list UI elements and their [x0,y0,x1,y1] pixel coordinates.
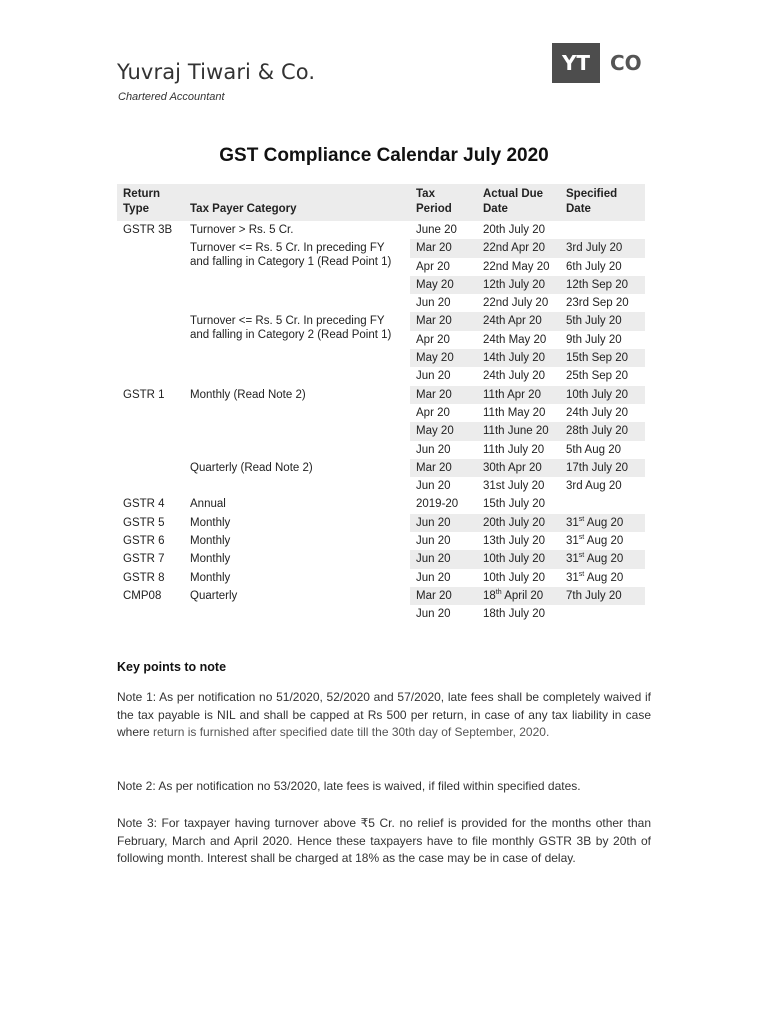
tax-period-cell: May 20 [410,276,477,294]
return-type-cell: GSTR 3B [123,224,173,236]
actual-due-date-cell: 10th July 20 [477,550,560,568]
actual-due-date-cell: 22nd July 20 [483,297,549,310]
specified-date-cell: 31st Aug 20 [566,534,624,548]
return-type-cell: GSTR 6 [123,535,165,548]
specified-date-cell: 25th Sep 20 [566,370,629,383]
table-header-row [117,184,645,221]
specified-date-cell: 23rd Sep 20 [566,297,629,310]
tax-payer-category-cell: Quarterly (Read Note 2) [190,461,313,474]
return-type-cell: GSTR 8 [123,571,165,584]
tax-period-cell: May 20 [410,349,477,367]
table-row [117,550,645,568]
document-title: GST Compliance Calendar July 2020 [219,145,549,166]
return-type-cell: GSTR 1 [123,388,165,401]
return-type-cell: GSTR 4 [123,498,165,511]
note-1-text: Note 1: As per notification no 51/2020, 52/2020 and 57/2020, late fees shall be completely waived if the tax payable is NIL and shall be capped at Rs 500 per return, in case of any tax liability in case where [117,690,651,739]
tax-payer-category-cell: Turnover > Rs. 5 Cr. [190,224,294,236]
tax-payer-category-cell [184,605,410,623]
return-type-cell [117,605,184,623]
tax-period-cell: Mar 20 [410,312,477,330]
note-1 [117,689,651,742]
logo-dark-block: YT [552,43,600,83]
note-2: Note 2: As per notification no 53/2020, late fees is waived, if filed within specified dates. [117,779,581,793]
tax-period-cell: 2019-20 [416,498,459,511]
actual-due-date-cell: 15th July 20 [483,498,546,511]
tax-period-cell: Jun 20 [416,443,451,456]
tax-period-cell: Mar 20 [410,587,477,605]
actual-due-date-cell: 13th July 20 [483,535,546,548]
actual-due-date-cell: 11th July 20 [483,443,545,456]
tax-payer-category-cell: Quarterly [190,589,238,602]
firm-name: Yuvraj Tiwari & Co. [117,60,316,84]
tax-period-cell: Apr 20 [416,260,450,273]
tax-period-cell: Jun 20 [416,370,451,383]
table-row [117,239,645,257]
specified-date-cell: 5th Aug 20 [566,443,621,456]
actual-due-date-cell: 11th Apr 20 [477,386,560,404]
specified-date-cell: 3rd Aug 20 [566,480,622,493]
table-row [117,221,645,239]
tax-period-cell: May 20 [410,422,477,440]
header-tax-payer-category: Tax Payer Category [184,184,410,221]
table-row [117,495,645,513]
tax-payer-category-cell: Turnover <= Rs. 5 Cr. In preceding FY and falling in Category 2 (Read Point 1) [190,315,392,342]
tax-period-cell: Mar 20 [410,386,477,404]
actual-due-date-cell: 18th July 20 [483,608,546,621]
specified-date-cell: 28th July 20 [560,422,645,440]
actual-due-date-cell: 18th April 20 [477,587,560,605]
table-row [117,312,645,330]
tax-payer-category-cell: Monthly [190,516,231,529]
specified-date-cell: 3rd July 20 [560,239,645,257]
key-points-title: Key points to note [117,660,227,674]
actual-due-date-cell: 31st July 20 [483,480,545,493]
tax-period-cell: Mar 20 [410,459,477,477]
return-type-cell: GSTR 5 [123,516,165,529]
tax-payer-category-cell: Monthly [190,571,231,584]
specified-date-cell: 15th Sep 20 [560,349,645,367]
specified-date-cell: 9th July 20 [566,333,622,346]
actual-due-date-cell: 22nd May 20 [483,260,550,273]
tax-period-cell: Apr 20 [416,406,450,419]
specified-date-cell: 31st Aug 20 [566,570,624,584]
actual-due-date-cell: 24th Apr 20 [477,312,560,330]
actual-due-date-cell: 24th May 20 [483,333,547,346]
tax-period-cell: Jun 20 [416,571,451,584]
specified-date-cell: 17th July 20 [560,459,645,477]
header-tax-period: Tax Period [410,184,477,221]
table-row [117,587,645,605]
specified-date-cell: 31st Aug 20 [560,514,645,532]
table-row [117,459,645,477]
specified-date-cell: 5th July 20 [560,312,645,330]
actual-due-date-cell: 20th July 20 [483,224,546,236]
actual-due-date-cell: 11th June 20 [477,422,560,440]
table-row [117,569,645,587]
tax-period-cell: Jun 20 [416,480,451,493]
firm-subtitle: Chartered Accountant [118,91,225,103]
table-row [117,514,645,532]
return-type-cell: GSTR 7 [123,553,165,566]
tax-payer-category-cell: Annual [190,498,226,511]
header-return-type: Return Type [117,184,184,221]
tax-period-cell: Apr 20 [416,333,450,346]
note-3: Note 3: For taxpayer having turnover above ₹5 Cr. no relief is provided for the months other than February, March and April 2020. Hence these taxpayers have to file monthly GSTR 3B by 20th of following month. Interest shall be charged at 18% as the case may be in case of delay. [117,816,651,865]
tax-period-cell: Jun 20 [410,514,477,532]
actual-due-date-cell: 10th July 20 [483,571,546,584]
compliance-calendar-table [117,184,645,624]
tax-payer-category-cell: Monthly [190,553,231,566]
actual-due-date-cell: 11th May 20 [483,406,546,419]
actual-due-date-cell: 14th July 20 [477,349,560,367]
specified-date-cell: 10th July 20 [560,386,645,404]
specified-date-cell: 12th Sep 20 [560,276,645,294]
tax-period-cell: June 20 [416,224,457,236]
table-row [117,386,645,404]
specified-date-cell: 31st Aug 20 [560,550,645,568]
tax-period-cell: Jun 20 [416,608,451,621]
specified-date-cell: 24th July 20 [566,406,629,419]
note-1-continued: return is furnished after specified date till the 30th day of September, 2020. [153,725,550,739]
specified-date-cell: 7th July 20 [560,587,645,605]
table-row [117,605,645,623]
tax-period-cell: Mar 20 [410,239,477,257]
firm-logo [552,43,642,83]
tax-period-cell: Jun 20 [410,550,477,568]
return-type-cell: CMP08 [123,589,162,602]
actual-due-date-cell: 22nd Apr 20 [477,239,560,257]
specified-date-cell [560,605,645,623]
actual-due-date-cell: 20th July 20 [477,514,560,532]
actual-due-date-cell: 30th Apr 20 [477,459,560,477]
tax-period-cell: Jun 20 [416,535,451,548]
specified-date-cell: 6th July 20 [566,260,622,273]
header-specified-date: Specified Date [560,184,645,221]
tax-payer-category-cell: Monthly (Read Note 2) [190,388,306,401]
table-row [117,532,645,550]
tax-period-cell: Jun 20 [416,297,451,310]
logo-light-text: CO [610,51,642,75]
actual-due-date-cell: 24th July 20 [483,370,546,383]
tax-payer-category-cell: Turnover <= Rs. 5 Cr. In preceding FY and falling in Category 1 (Read Point 1) [190,242,392,269]
tax-payer-category-cell: Monthly [190,535,231,548]
header-actual-due-date: Actual Due Date [477,184,560,221]
specified-date-cell [560,495,645,513]
actual-due-date-cell: 12th July 20 [477,276,560,294]
specified-date-cell [560,221,645,239]
